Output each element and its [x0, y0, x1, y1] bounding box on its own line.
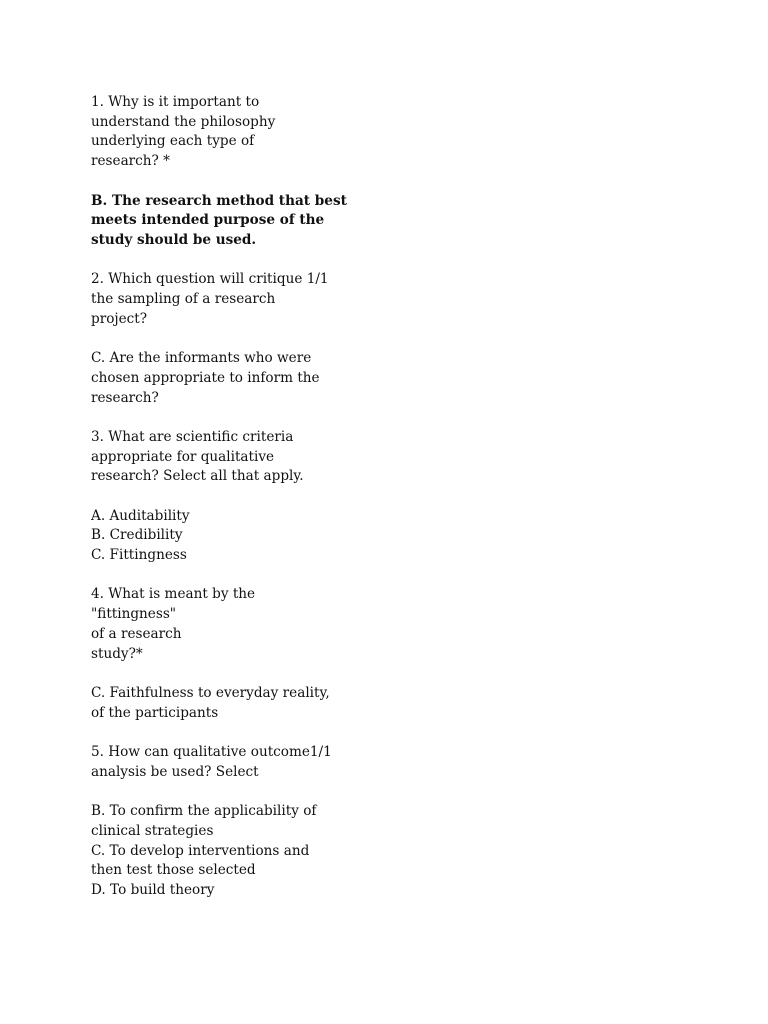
text-line: B. Credibility	[91, 527, 183, 544]
text-line: analysis be used? Select	[91, 763, 259, 780]
answer-3	[91, 507, 351, 566]
answer-4	[91, 684, 351, 723]
text-line: underlying each type of	[91, 133, 255, 150]
text-line: C. Are the informants who were	[91, 350, 312, 367]
text-line: study should be used.	[91, 231, 257, 248]
question-2	[91, 270, 351, 329]
text-line: D. To build theory	[91, 881, 215, 898]
text-line: research?	[91, 389, 159, 406]
question-3	[91, 428, 351, 487]
question-1	[91, 93, 351, 172]
text-line: understand the philosophy	[91, 113, 276, 130]
text-line: the sampling of a research	[91, 291, 276, 307]
text-line: chosen appropriate to inform the	[91, 369, 320, 386]
answer-1	[91, 192, 351, 251]
text-line: of a research	[91, 625, 182, 642]
text-line: appropriate for qualitative	[91, 448, 275, 465]
text-line: C. Fittingness	[91, 547, 187, 564]
text-line: research? Select all that apply.	[91, 468, 304, 485]
answer-5	[91, 802, 351, 901]
text-line: B. The research method that best	[91, 192, 347, 209]
text-line: C. Faithfulness to everyday reality,	[91, 684, 330, 701]
question-5	[91, 743, 351, 782]
text-line: study?*	[91, 645, 143, 662]
text-line: then test those selected	[91, 862, 256, 879]
text-line: C. To develop interventions and	[91, 842, 310, 859]
text-line: project?	[91, 310, 148, 327]
text-line: of the participants	[91, 704, 219, 721]
answer-2	[91, 349, 351, 408]
text-line: clinical strategies	[91, 822, 214, 839]
text-line: B. To confirm the applicability of	[91, 803, 317, 820]
document-page	[91, 93, 351, 920]
text-line: 1. Why is it important to	[91, 94, 260, 110]
text-line: 4. What is meant by the	[91, 586, 256, 603]
text-line: 2. Which question will critique 1/1	[91, 271, 329, 288]
text-line: "fittingness"	[91, 606, 177, 623]
question-4	[91, 585, 351, 664]
text-line: meets intended purpose of the	[91, 212, 325, 229]
text-line: 5. How can qualitative outcome1/1	[91, 744, 332, 761]
text-line: A. Auditability	[91, 507, 190, 524]
text-line: research? *	[91, 153, 170, 170]
text-line: 3. What are scientific criteria	[91, 428, 294, 445]
